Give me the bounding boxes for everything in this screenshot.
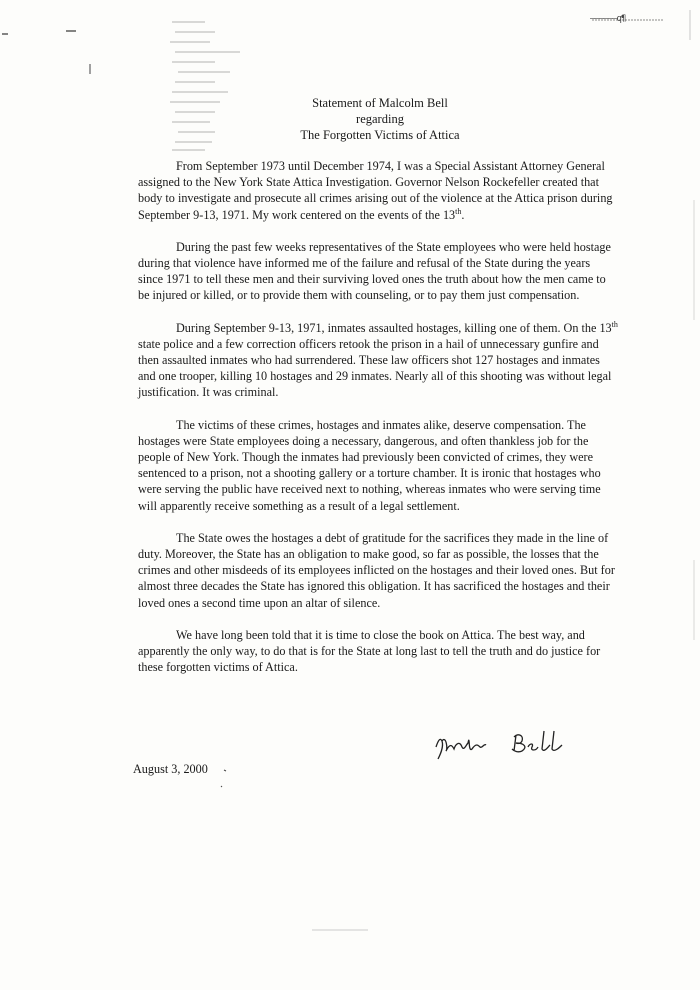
title-line-1: Statement of Malcolm Bell — [312, 96, 448, 110]
title-block — [240, 95, 520, 143]
paragraph-2: During the past few weeks representatives of the State employees who were held hostage during that violence have informed me of the failure and refusal of the State during the years since 1971 to tell these men and their surviving loved ones the truth about how the men came to be injured or killed, or to provide them with counseling, or to pay them just compensation. — [138, 239, 611, 303]
title-line-2: regarding — [356, 112, 404, 126]
paragraph-4: The victims of these crimes, hostages and inmates alike, deserve compensation. The hostages were State employees doing a necessary, dangerous, and often thankless job for the people of New York. Though the inmates had previously been convicted of crimes, they were sentenced to a prison, not a shooting gallery or a torture chamber. It is ironic that hostages who were serving the public have received next to nothing, whereas inmates who were serving time will apparently receive something as a result of a legal settlement. — [138, 417, 601, 513]
paragraph-1: From September 1973 until December 1974, I was a Special Assistant Attorney General assigned to the New York State Attica Investigation. Governor Nelson Rockefeller created that body to investigate and prosecute all crimes arising out of the violence at the Attica prison during September 9-13, 1971. My work centered on the events of the 13th. — [138, 159, 613, 222]
corner-mark: ——————q¶ — [590, 14, 626, 24]
signature — [432, 725, 592, 765]
title-line-3: The Forgotten Victims of Attica — [300, 128, 460, 142]
paragraph-6: We have long been told that it is time to close the book on Attica. The best way, and apparently the only way, to do that is for the State at long last to tell the truth and do justice for these forgotten victims of Attica. — [138, 627, 601, 675]
paragraph-3: During September 9-13, 1971, inmates assaulted hostages, killing one of them. On the 13th state police and a few correction officers retook the prison in a hail of unnecessary gunfire and then assaulted inmates who had surrendered. These law officers shot 127 hostages and inmates and one trooper, killing 10 hostages and 29 inmates. Nearly all of this shooting was without legal justification. It was criminal. — [138, 319, 618, 400]
statement-date: August 3, 2000 — [133, 762, 208, 776]
paragraph-5: The State owes the hostages a debt of gratitude for the sacrifices they made in the line of duty. Moreover, the State has an obligation to make good, so far as possible, the losses that the crimes and other misdeeds of its employees inflicted on the hostages and their loved ones. But for almost three decades the State has ignored this obligation. It has sacrificed the hostages and their loved ones a second time upon an altar of silence. — [138, 530, 615, 610]
statement-body — [138, 158, 618, 691]
